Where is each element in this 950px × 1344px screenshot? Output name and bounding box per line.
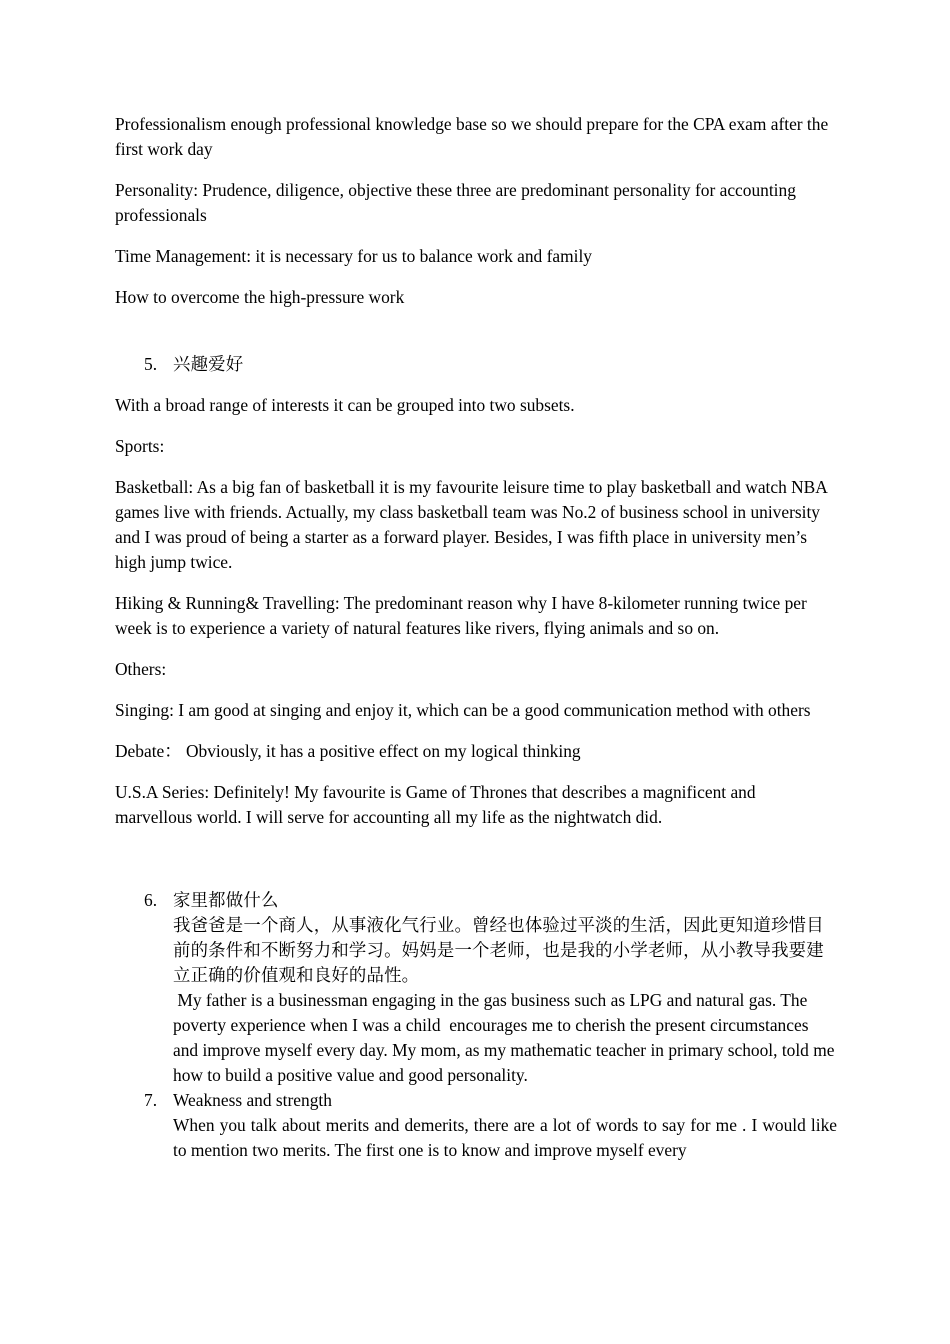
section-6-number: 6. [144,890,158,910]
paragraph-high-pressure: How to overcome the high-pressure work [115,287,405,307]
section-7-body: When you talk about merits and demerits, there are a lot of words to say for me . I would like to mention two merits. The first one is to know and improve myself every [173,1115,837,1160]
section-7-number: 7. [144,1090,158,1110]
paragraph-singing: Singing: I am good at singing and enjoy it, which can be a good communication method with others [115,700,811,720]
paragraph-debate: Debate： Obviously, it has a positive effect on my logical thinking [115,741,581,761]
sports-label: Sports: [115,436,165,456]
others-label: Others: [115,659,167,679]
paragraph-basketball: Basketball: As a big fan of basketball it is my favourite leisure time to play basketball and watch NBA games live with friends. Actually, my class basketball team was No.2 of business school in university and I was proud of being a starter as a forward player. Besides, I was fifth place in university men’s high jump twice. [115,477,827,572]
section-6-chinese-text: 我爸爸是一个商人，从事液化气行业。曾经也体验过平淡的生活，因此更知道珍惜目前的条件和不断努力和学习。妈妈是一个老师，也是我的小学老师，从小教导我要建立正确的价值观和良好的品性。 [173,915,824,985]
paragraph-hiking: Hiking & Running& Travelling: The predominant reason why I have 8-kilometer running twice per week is to experience a variety of natural features like rivers, flying animals and so on. [115,593,807,638]
document-page [115,112,837,1163]
section-7 [115,1088,837,1163]
section-6 [115,888,837,1088]
paragraph-interests-intro: With a broad range of interests it can be grouped into two subsets. [115,395,575,415]
section-5-number: 5. [144,354,158,374]
section-5-heading [115,352,837,377]
paragraph-time-management: Time Management: it is necessary for us to balance work and family [115,246,592,266]
section-5-title: 兴趣爱好 [173,354,244,374]
paragraph-series: U.S.A Series: Definitely! My favourite is Game of Thrones that describes a magnificent and marvellous world. I will serve for accounting all my life as the nightwatch did. [115,782,756,827]
section-7-title: Weakness and strength [173,1090,332,1110]
section-6-english-text: My father is a businessman engaging in the gas business such as LPG and natural gas. The poverty experience when I was a child encourages me to cherish the present circumstances and improve myself every day. My mom, as my mathematic teacher in primary school, told me how to build a positive value and good personality. [173,990,839,1085]
paragraph-professionalism: Professionalism enough professional knowledge base so we should prepare for the CPA exam after the first work day [115,114,829,159]
paragraph-personality: Personality: Prudence, diligence, objective these three are predominant personality for accounting professionals [115,180,796,225]
section-6-title: 家里都做什么 [173,890,279,910]
